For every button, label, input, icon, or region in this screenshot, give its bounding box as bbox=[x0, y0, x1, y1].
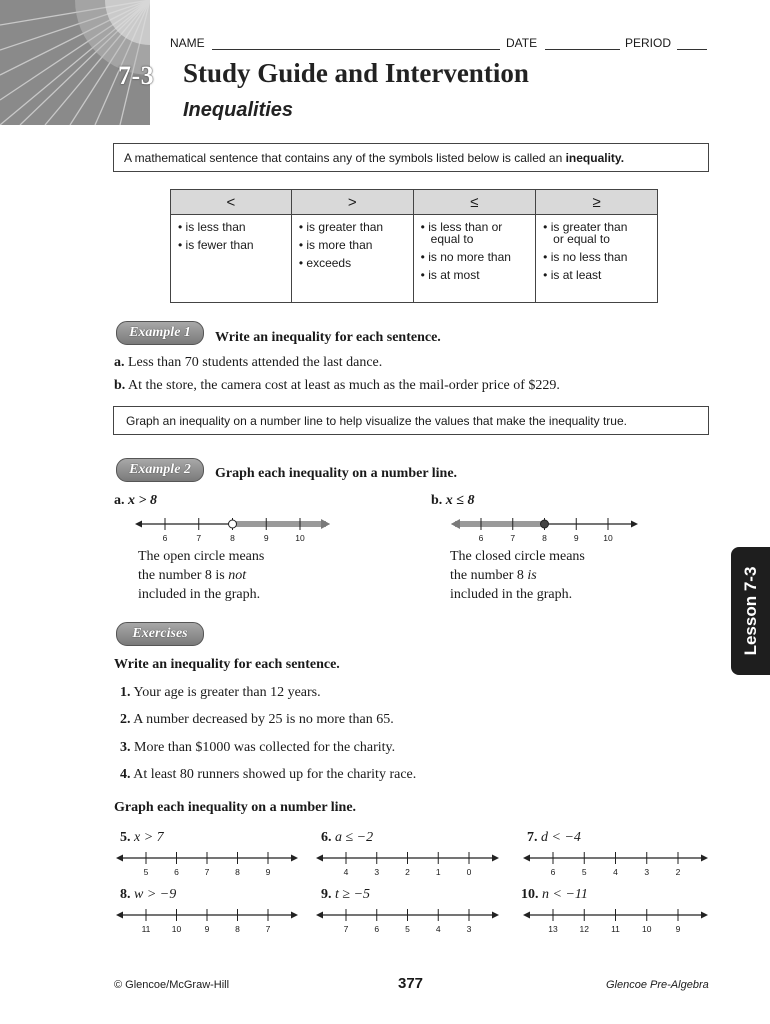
phrase: • is no more than bbox=[420, 250, 511, 264]
explanation-text: the number 8 is bbox=[138, 568, 229, 583]
arrow-left bbox=[523, 855, 530, 862]
tick-label: 0 bbox=[466, 867, 472, 877]
phrases-greater-equal bbox=[536, 215, 658, 303]
date-label: DATE bbox=[506, 36, 538, 50]
graph-note-text: Graph an inequality on a number line to help visualize the values that make the inequality true. bbox=[126, 414, 627, 428]
tick-label: 11 bbox=[141, 924, 151, 934]
graph-arrow bbox=[451, 519, 460, 529]
example-2a-heading bbox=[114, 493, 157, 509]
exercise-9-heading bbox=[321, 887, 370, 903]
exercises-instruction-2: Graph each inequality on a number line. bbox=[114, 800, 357, 815]
number-line-exercise-8[interactable] bbox=[116, 905, 298, 933]
explanation-line: The open circle means bbox=[138, 549, 265, 564]
phrase: • is less than bbox=[178, 220, 246, 234]
symbol-greater-than: > bbox=[291, 190, 413, 215]
tick-label: 5 bbox=[405, 924, 410, 934]
example-2-badge: Example 2 bbox=[116, 458, 204, 482]
period-label: PERIOD bbox=[625, 36, 672, 50]
phrase: • is greater than bbox=[298, 220, 384, 234]
exercises-badge: Exercises bbox=[116, 622, 204, 646]
tick-label: 11 bbox=[611, 924, 620, 934]
tick-label: 1 bbox=[435, 867, 441, 877]
tick-label: 3 bbox=[644, 867, 650, 877]
number-line-example-b bbox=[451, 514, 638, 542]
footer-book-title: Glencoe Pre-Algebra bbox=[606, 979, 709, 991]
item-label: 6. bbox=[321, 830, 332, 845]
item-label: a. bbox=[114, 355, 125, 370]
item-label: 4. bbox=[120, 767, 131, 782]
tick-label: 9 bbox=[204, 924, 210, 934]
definition-text: A mathematical sentence that contains any of the symbols listed below is called an bbox=[124, 151, 566, 165]
exercise-4 bbox=[120, 767, 416, 783]
example-2-instruction: Graph each inequality on a number line. bbox=[215, 466, 458, 481]
tick-label: 10 bbox=[642, 924, 652, 934]
tick-label: 5 bbox=[581, 867, 587, 877]
arrow-left bbox=[316, 855, 323, 862]
tick-label: 6 bbox=[174, 867, 179, 877]
tick-label: 6 bbox=[374, 924, 380, 934]
phrase: • is greater than or equal to bbox=[543, 220, 628, 246]
phrase: • is at most bbox=[420, 268, 480, 282]
tick-label: 7 bbox=[196, 533, 202, 543]
tick-label: 7 bbox=[510, 533, 516, 543]
inequality-expression: x > 8 bbox=[128, 493, 157, 508]
item-label: 7. bbox=[527, 830, 538, 845]
inequality-expression: t ≥ −5 bbox=[335, 887, 371, 902]
number-line-exercise-6[interactable] bbox=[316, 848, 499, 876]
exercise-6-heading bbox=[321, 830, 373, 846]
number-line-svg bbox=[451, 514, 638, 542]
item-text: At least 80 runners showed up for the charity race. bbox=[133, 767, 417, 782]
arrow-left bbox=[523, 912, 530, 919]
number-line-exercise-10[interactable] bbox=[523, 905, 708, 933]
item-text: Your age is greater than 12 years. bbox=[133, 685, 321, 700]
tick-label: 6 bbox=[162, 533, 168, 543]
exercise-10-heading bbox=[521, 887, 588, 903]
example-2b-explanation bbox=[450, 547, 585, 604]
graph-arrow bbox=[321, 519, 330, 529]
arrow-left bbox=[135, 521, 142, 528]
graph-shading bbox=[233, 521, 327, 527]
example-1-item-b bbox=[114, 378, 560, 394]
tick-label: 7 bbox=[265, 924, 271, 934]
inequality-expression: n < −11 bbox=[542, 887, 588, 902]
phrase: • is less than or equal to bbox=[420, 220, 503, 246]
tick-label: 8 bbox=[542, 533, 547, 543]
phrase: • is more than bbox=[298, 238, 373, 252]
period-field[interactable] bbox=[677, 37, 707, 50]
number-line-exercise-5[interactable] bbox=[116, 848, 298, 876]
item-label: 3. bbox=[120, 740, 131, 755]
item-label: 1. bbox=[120, 685, 131, 700]
phrases-less-equal bbox=[413, 215, 535, 303]
tick-label: 8 bbox=[235, 924, 240, 934]
explanation-line bbox=[138, 566, 264, 585]
number-line-svg bbox=[523, 848, 708, 876]
tick-label: 9 bbox=[675, 924, 681, 934]
name-field[interactable] bbox=[212, 37, 500, 50]
inequality-symbol-table bbox=[170, 189, 658, 303]
number-line-svg bbox=[116, 848, 298, 876]
open-circle bbox=[229, 520, 237, 528]
example-2b-heading bbox=[431, 493, 474, 509]
explanation-line: included in the graph. bbox=[450, 587, 573, 602]
tick-label: 8 bbox=[230, 533, 235, 543]
tick-label: 4 bbox=[343, 867, 349, 877]
number-line-svg bbox=[316, 848, 499, 876]
graph-shading bbox=[455, 521, 545, 527]
lesson-side-tab bbox=[731, 547, 770, 675]
inequality-expression: a ≤ −2 bbox=[335, 830, 374, 845]
phrase: • exceeds bbox=[298, 256, 352, 270]
tick-label: 2 bbox=[405, 867, 410, 877]
inequality-expression: x > 7 bbox=[134, 830, 164, 845]
tick-label: 2 bbox=[675, 867, 681, 877]
example-1-instruction: Write an inequality for each sentence. bbox=[215, 330, 441, 345]
inequality-expression: d < −4 bbox=[541, 830, 581, 845]
example-1-item-a bbox=[114, 355, 382, 371]
item-text: Less than 70 students attended the last dance. bbox=[128, 355, 383, 370]
side-tab-label: Lesson 7-3 bbox=[740, 566, 760, 656]
tick-label: 7 bbox=[343, 924, 349, 934]
number-line-example-a bbox=[135, 514, 330, 542]
exercise-2 bbox=[120, 712, 394, 728]
item-label: b. bbox=[114, 378, 126, 393]
item-label: b. bbox=[431, 493, 443, 508]
item-text: A number decreased by 25 is no more than 65. bbox=[133, 712, 394, 727]
tick-label: 10 bbox=[171, 924, 182, 934]
item-label: 10. bbox=[521, 887, 539, 902]
example-2a-explanation bbox=[138, 547, 264, 604]
arrow-right bbox=[701, 912, 708, 919]
definition-term: inequality. bbox=[565, 151, 625, 165]
phrase: • is no less than bbox=[543, 250, 628, 264]
tick-label: 3 bbox=[466, 924, 472, 934]
arrow-left bbox=[116, 912, 123, 919]
tick-label: 9 bbox=[265, 867, 271, 877]
tick-label: 8 bbox=[235, 867, 240, 877]
exercise-3 bbox=[120, 740, 395, 756]
tick-label: 10 bbox=[603, 533, 613, 543]
arrow-left bbox=[116, 855, 123, 862]
graph-note-box bbox=[113, 406, 709, 435]
lesson-number: 7-3 bbox=[118, 61, 155, 90]
arrow-left bbox=[316, 912, 323, 919]
exercise-5-heading bbox=[120, 830, 164, 846]
symbol-less-than: < bbox=[171, 190, 292, 215]
item-label: 9. bbox=[321, 887, 332, 902]
inequality-expression: x ≤ 8 bbox=[445, 493, 475, 508]
item-text: At the store, the camera cost at least as much as the mail-order price of $229. bbox=[128, 378, 560, 393]
item-label: 8. bbox=[120, 887, 131, 902]
exercises-instruction-1: Write an inequality for each sentence. bbox=[114, 657, 340, 672]
tick-label: 5 bbox=[143, 867, 149, 877]
example-1-badge: Example 1 bbox=[116, 321, 204, 345]
page-number: 377 bbox=[398, 975, 424, 992]
phrases-greater-than bbox=[291, 215, 413, 303]
tick-label: 6 bbox=[478, 533, 484, 543]
tick-label: 13 bbox=[548, 924, 558, 934]
item-label: 5. bbox=[120, 830, 131, 845]
symbol-greater-equal: ≥ bbox=[536, 190, 658, 215]
page-subtitle: Inequalities bbox=[183, 99, 294, 121]
tick-label: 4 bbox=[613, 867, 618, 877]
explanation-text: the number 8 bbox=[450, 568, 528, 583]
date-field[interactable] bbox=[545, 37, 620, 50]
arrow-right bbox=[291, 912, 298, 919]
explanation-emphasis: not bbox=[228, 568, 247, 583]
tick-label: 10 bbox=[295, 533, 305, 543]
number-line-exercise-9[interactable] bbox=[316, 905, 499, 933]
arrow-right bbox=[631, 521, 638, 528]
phrases-less-than bbox=[171, 215, 292, 303]
arrow-right bbox=[291, 855, 298, 862]
tick-label: 7 bbox=[204, 867, 210, 877]
tick-label: 9 bbox=[573, 533, 579, 543]
item-label: 2. bbox=[120, 712, 131, 727]
number-line-svg bbox=[116, 905, 298, 933]
number-line-svg bbox=[316, 905, 499, 933]
number-line-svg bbox=[523, 905, 708, 933]
arrow-right bbox=[701, 855, 708, 862]
symbol-less-equal: ≤ bbox=[413, 190, 535, 215]
tick-label: 12 bbox=[579, 924, 589, 934]
name-label: NAME bbox=[170, 36, 205, 50]
number-line-svg bbox=[135, 514, 330, 542]
exercise-7-heading bbox=[527, 830, 581, 846]
item-text: More than $1000 was collected for the charity. bbox=[134, 740, 396, 755]
item-label: a. bbox=[114, 493, 125, 508]
definition-box bbox=[113, 143, 709, 172]
tick-label: 6 bbox=[550, 867, 556, 877]
exercise-1 bbox=[120, 685, 321, 701]
exercise-8-heading bbox=[120, 887, 176, 903]
arrow-right bbox=[492, 855, 499, 862]
phrase: • is at least bbox=[543, 268, 602, 282]
phrase: • is fewer than bbox=[178, 238, 254, 252]
explanation-line bbox=[450, 566, 585, 585]
explanation-line: The closed circle means bbox=[450, 549, 585, 564]
footer-copyright: © Glencoe/McGraw-Hill bbox=[114, 979, 230, 991]
tick-label: 4 bbox=[435, 924, 441, 934]
explanation-line: included in the graph. bbox=[138, 587, 261, 602]
tick-label: 9 bbox=[263, 533, 269, 543]
page-title: Study Guide and Intervention bbox=[183, 58, 529, 88]
inequality-expression: w > −9 bbox=[134, 887, 177, 902]
number-line-exercise-7[interactable] bbox=[523, 848, 708, 876]
closed-circle bbox=[541, 520, 549, 528]
arrow-right bbox=[492, 912, 499, 919]
tick-label: 3 bbox=[374, 867, 380, 877]
explanation-emphasis: is bbox=[527, 568, 537, 583]
